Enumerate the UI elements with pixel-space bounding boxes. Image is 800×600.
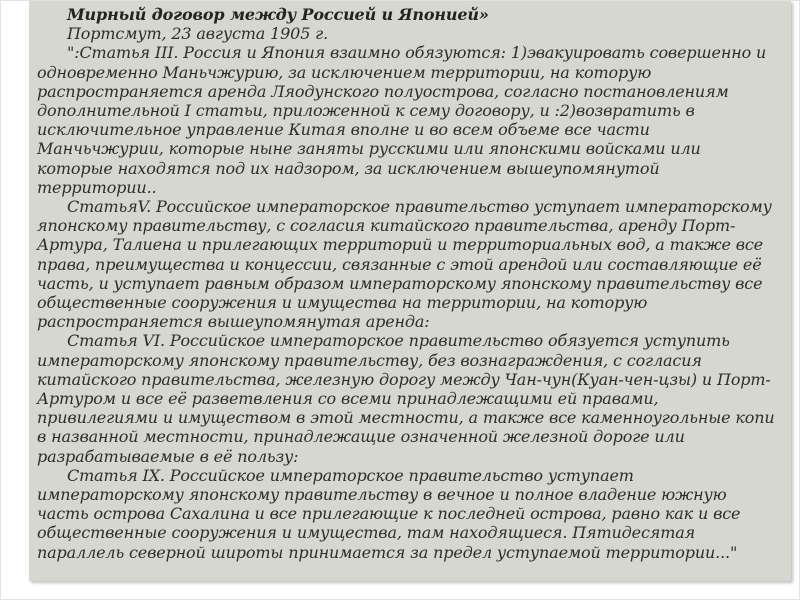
document-title: Мирный договор между Россией и Японией» bbox=[67, 5, 489, 24]
paragraph-article-6: Статья VI. Российское императорское правительство обязуется уступить императорскому японскому правительству, без вознаграждения, с согласия китайского правительства, железную дорогу между Чан-чун(Куан-чен-цзы) и Порт-Артуром и все её разветвления со всеми принадлежащими ей правами, привилегиями и имуществом в этой местности, а также все каменноугольные копи в названной местности, принадлежащие означенной железной дороге или разрабатываемые в её пользу: bbox=[37, 331, 775, 466]
paragraph-article-9: Статья IX. Российское императорское правительство уступает императорскому японскому правительству в вечное и полное владение южную часть острова Сахалина и все прилегающие к последней острова, равно как и все общественные сооружения и имущества, там находящиеся. Пятидесятая параллель северной широты принимается за предел уступаемой территории..." bbox=[37, 465, 741, 562]
paragraph-article-3: ":Статья III. Россия и Япония взаимно обязуются: 1)эвакуировать совершенно и одновременно Маньчжурию, за исключением территории, на которую распространяется аренда Ляодунского полуострова, согласно постановлениям дополнительной I статьи, приложенной к сему договору, и :2)возвратить в исключительное управление Китая вполне и во всем объеме все части Манчьчжурии, которые ныне заняты русскими или японскими войсками или которые находятся под их надзором, за исключением вышеупомянутой территории.. bbox=[37, 43, 767, 197]
document-body bbox=[37, 5, 781, 562]
place-date: Портсмут, 23 августа 1905 г. bbox=[67, 24, 329, 44]
text-panel bbox=[29, 1, 791, 581]
paragraph-article-5: СтатьяV. Российское императорское правительство уступает императорскому японскому правительству, с согласия китайского правительства, аренду Порт-Артура, Талиена и прилегающих территорий и территориальных вод, а также все права, преимущества и концессии, связанные с этой арендой или составляющие её часть, и уступает равным образом императорскому японскому правительству все общественные сооружения и имущества на территории, на которую распространяется вышеупомянутая аренда: bbox=[37, 197, 772, 332]
